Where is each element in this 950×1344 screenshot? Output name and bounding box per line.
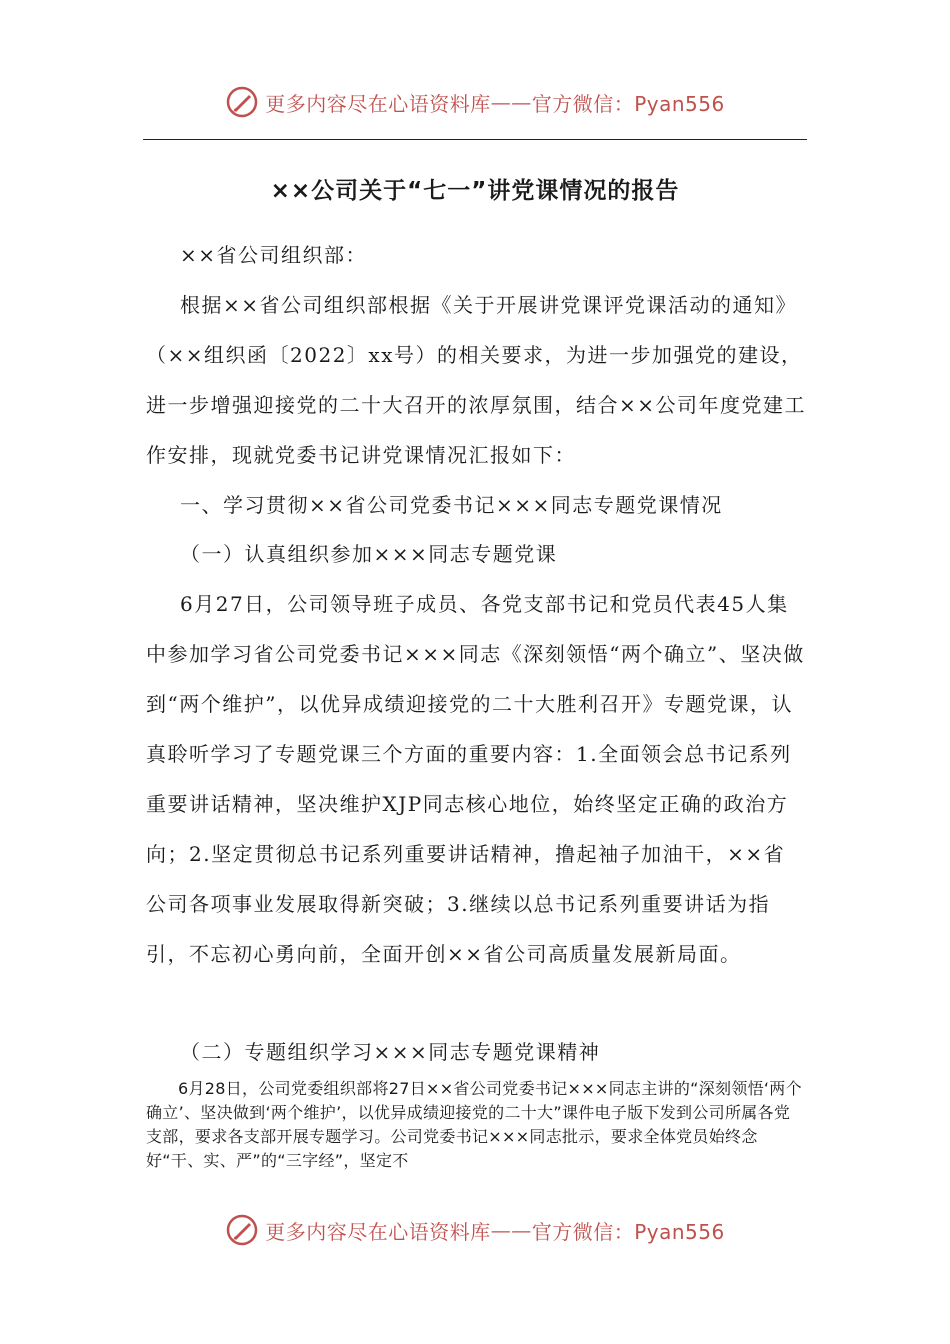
subsection-heading-2: （二）专题组织学习×××同志专题党课精神 bbox=[180, 1040, 601, 1064]
watermark-banner-top bbox=[0, 82, 950, 122]
document-title: ××公司关于“七一”讲党课情况的报告 bbox=[270, 178, 680, 204]
banner-text: 更多内容尽在心语资料库 bbox=[265, 1219, 491, 1244]
banner-text: 更多内容尽在心语资料库 bbox=[265, 91, 491, 116]
watermark-banner-bottom bbox=[0, 1210, 950, 1250]
section-heading-1: 一、学习贯彻××省公司党委书记×××同志专题党课情况 bbox=[180, 493, 723, 517]
paragraph-party-lecture: 6月27日，公司领导班子成员、各党支部书记和党员代表45人集中参加学习省公司党委书记×××同志《深刻领悟“两个确立”、坚决做到“两个维护”，以优异成绩迎接党的二十大胜利召开》专题党课，认真聆听学习了专题党课三个方面的重要内容：1.全面领会总书记系列重要讲话精神，坚决维护XJP同志核心地位，始终坚定正确的政治方向；2.坚定贯彻总书记系列重要讲话精神，撸起袖子加油干，××省公司各项事业发展取得新突破；3.继续以总书记系列重要讲话为指引，不忘初心勇向前，全面开创××省公司高质量发展新局面。 bbox=[146, 592, 805, 966]
pen-logo-icon bbox=[225, 1213, 259, 1247]
salutation: ××省公司组织部： bbox=[180, 243, 368, 267]
paragraph-study: 6月28日，公司党委组织部将27日××省公司党委书记×××同志主讲的“深刻领悟‘两个确立’、坚决做到‘两个维护’，以优异成绩迎接党的二十大”课件电子版下发到公司所属各党支部，要求各支部开展专题学习。公司党委书记×××同志批示，要求全体党员始终念好“干、实、严”的“三字经”，坚定不 bbox=[146, 1079, 802, 1170]
pen-logo-icon bbox=[225, 85, 259, 119]
banner-wechat: 官方微信：Pyan556 bbox=[531, 1219, 725, 1244]
banner-dash: —— bbox=[490, 1218, 532, 1242]
subsection-heading-1: （一）认真组织参加×××同志专题党课 bbox=[180, 542, 558, 566]
paragraph-intro: 根据××省公司组织部根据《关于开展讲党课评党课活动的通知》（××组织函〔2022〕xx号）的相关要求，为进一步加强党的建设，进一步增强迎接党的二十大召开的浓厚氛围，结合××公司年度党建工作安排，现就党委书记讲党课情况汇报如下： bbox=[146, 293, 807, 467]
banner-dash: —— bbox=[490, 90, 532, 114]
banner-wechat: 官方微信：Pyan556 bbox=[531, 91, 725, 116]
header-rule bbox=[143, 139, 807, 140]
